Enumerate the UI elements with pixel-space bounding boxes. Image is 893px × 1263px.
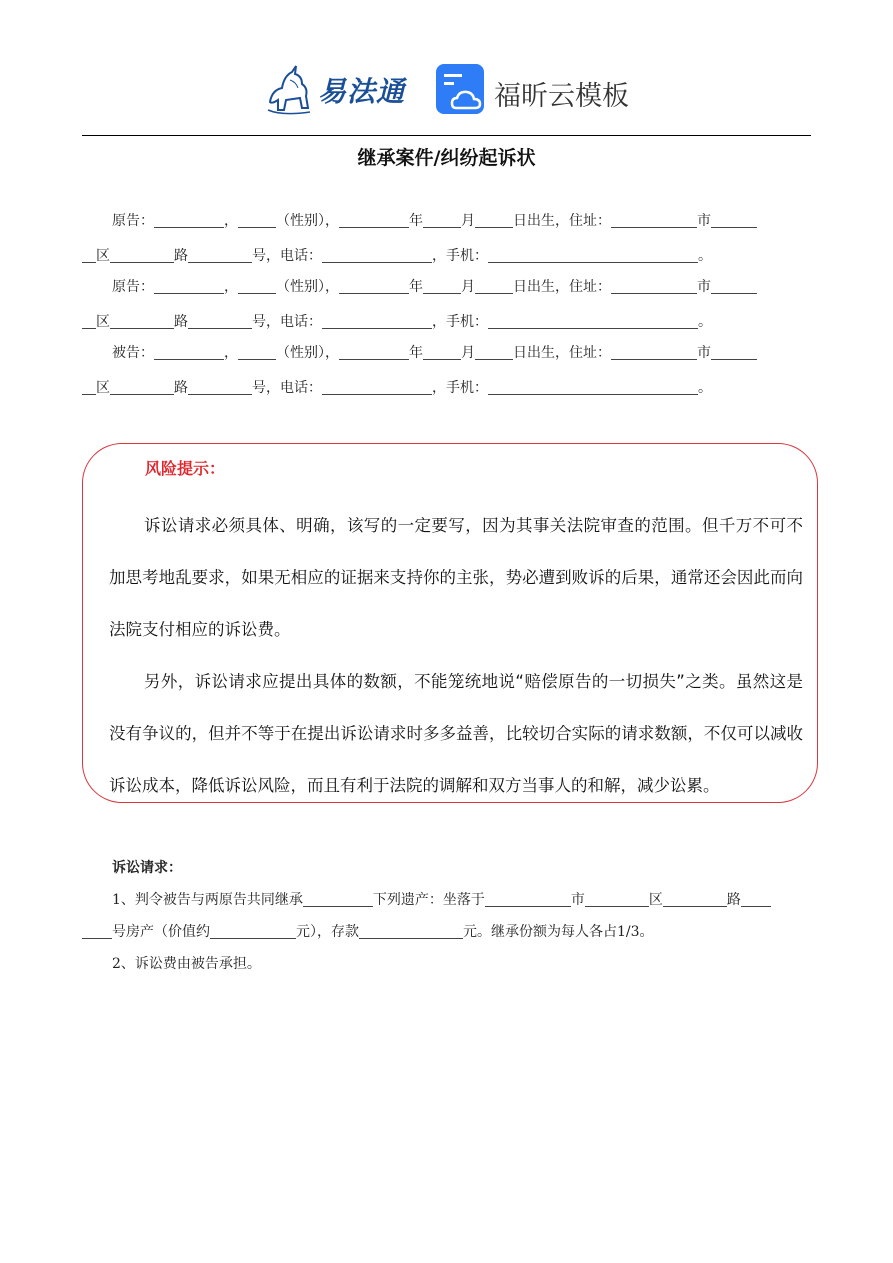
month-blank[interactable] (423, 343, 461, 360)
name-blank[interactable] (154, 211, 224, 228)
claim-1-line-2: 号房产（价值约 元），存款 元。继承份额为每人各占1/3。 (82, 916, 817, 948)
risk-paragraph-1: 诉讼请求必须具体、明确，该写的一定要写，因为其事关法院审查的范围。但千万不可不加思考地乱要求，如果无相应的证据来支持你的主张，势必遭到败诉的后果，通常还会因此而向法院支付相应的诉讼费。 (109, 516, 803, 639)
day-blank[interactable] (475, 343, 513, 360)
risk-notice-box (82, 443, 818, 803)
estate-city-blank[interactable] (485, 890, 571, 907)
risk-body (109, 500, 803, 812)
risk-paragraph-2: 另外，诉讼请求应提出具体的数额，不能笼统地说“赔偿原告的一切损失”之类。虽然这是没有争议的，但并不等于在提出诉讼请求时多多益善，比较切合实际的请求数额，不仅可以减收诉讼成本，降低诉讼风险，而且有利于法院的调解和双方当事人的和解，减少讼累。 (109, 672, 803, 795)
party-role: 原告： (112, 213, 154, 229)
phone-blank[interactable] (322, 246, 432, 263)
party-role: 原告： (112, 279, 154, 295)
day-blank[interactable] (475, 211, 513, 228)
foxit-cloud-logo (436, 64, 636, 116)
estate-district-blank[interactable] (585, 890, 649, 907)
city-blank[interactable] (611, 277, 697, 294)
year-blank[interactable] (339, 211, 409, 228)
district-blank-end[interactable] (82, 246, 96, 263)
risk-title: 风险提示： (145, 459, 226, 478)
district-blank-start[interactable] (711, 277, 757, 294)
gender-blank[interactable] (238, 277, 276, 294)
claims-title: 诉讼请求： (112, 860, 182, 876)
header (0, 60, 893, 120)
phone-blank[interactable] (322, 378, 432, 395)
road-blank[interactable] (110, 312, 174, 329)
city-blank[interactable] (611, 343, 697, 360)
page-title: 继承案件/纠纷起诉状 (357, 147, 536, 169)
district-blank-end[interactable] (82, 378, 96, 395)
day-blank[interactable] (475, 277, 513, 294)
road-blank[interactable] (110, 378, 174, 395)
cloud-doc-icon (436, 64, 486, 114)
unicorn-icon (262, 62, 318, 118)
mobile-blank[interactable] (488, 246, 698, 263)
heir-blank[interactable] (303, 890, 373, 907)
month-blank[interactable] (423, 211, 461, 228)
party-role: 被告： (112, 345, 154, 361)
year-blank[interactable] (339, 343, 409, 360)
yifatong-logo (262, 62, 412, 118)
claims-section (82, 852, 817, 980)
deposit-blank[interactable] (359, 922, 463, 939)
number-blank[interactable] (188, 246, 252, 263)
month-blank[interactable] (423, 277, 461, 294)
gender-blank[interactable] (238, 211, 276, 228)
district-blank-start[interactable] (711, 343, 757, 360)
year-blank[interactable] (339, 277, 409, 294)
gender-blank[interactable] (238, 343, 276, 360)
claim-1-line-1: 1、判令被告与两原告共同继承 下列遗产：坐落于 市 区 路 (82, 884, 817, 916)
header-divider (82, 135, 811, 136)
logo2-text: 福昕云模板 (494, 81, 629, 112)
district-blank-end[interactable] (82, 312, 96, 329)
claim-2: 2、诉讼费由被告承担。 (112, 956, 261, 972)
phone-blank[interactable] (322, 312, 432, 329)
logo1-text: 易法通 (318, 75, 406, 108)
party-block-3: 被告： ， （性别）， 年 月 日出生，住址： 市 区 路 号，电话： ，手机： 。 (82, 336, 811, 406)
number-blank[interactable] (188, 312, 252, 329)
estate-number-blank-end[interactable] (82, 922, 112, 939)
property-value-blank[interactable] (210, 922, 296, 939)
name-blank[interactable] (154, 277, 224, 294)
city-blank[interactable] (611, 211, 697, 228)
mobile-blank[interactable] (488, 378, 698, 395)
estate-number-blank-start[interactable] (741, 890, 771, 907)
number-blank[interactable] (188, 378, 252, 395)
name-blank[interactable] (154, 343, 224, 360)
road-blank[interactable] (110, 246, 174, 263)
district-blank-start[interactable] (711, 211, 757, 228)
party-block-1: 原告： ， （性别）， 年 月 日出生，住址： 市 区 路 号，电话： ，手机： 。 (82, 204, 811, 274)
party-block-2: 原告： ， （性别）， 年 月 日出生，住址： 市 区 路 号，电话： ，手机： 。 (82, 270, 811, 340)
estate-road-blank[interactable] (663, 890, 727, 907)
mobile-blank[interactable] (488, 312, 698, 329)
